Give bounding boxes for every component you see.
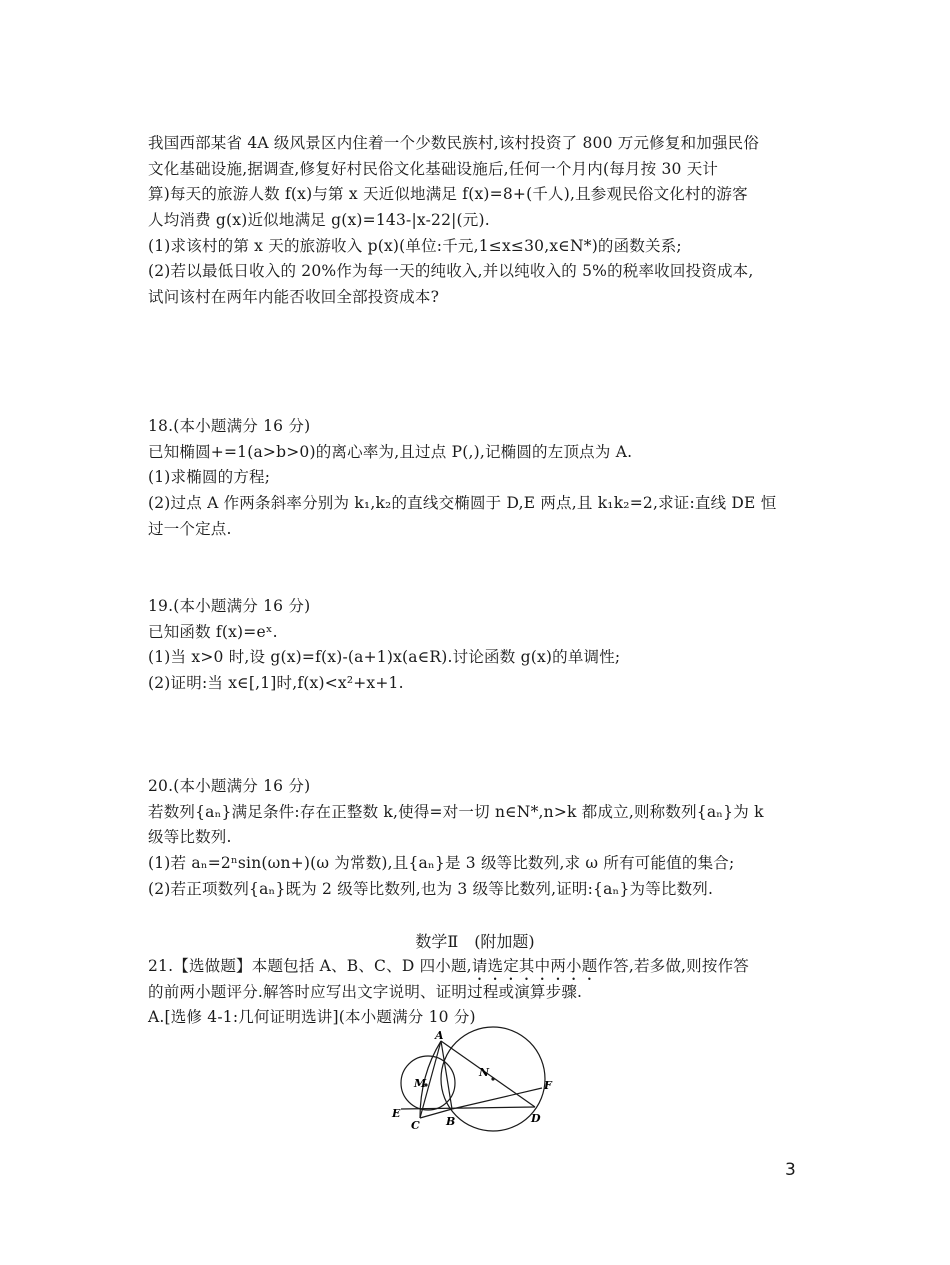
label-f: F xyxy=(544,1079,552,1092)
text-line: 的前两小题评分.解答时应写出文字说明、证明过程或演算步骤. xyxy=(148,982,583,1001)
label-e: E xyxy=(392,1107,401,1120)
segment-bf xyxy=(452,1088,542,1109)
text-line: 文化基础设施,据调查,修复好村民俗文化基础设施后,任何一个月内(每月按 30 天计 xyxy=(148,159,719,178)
text-segment: 21.【选做题】本题包括 A、B、C、D 四小题, xyxy=(148,957,472,975)
text-line: 若数列{aₙ}满足条件:存在正整数 k,使得=对一切 n∈N*,n>k 都成立,则称数列{aₙ}为 k xyxy=(148,802,764,821)
text-line: (2)若正项数列{aₙ}既为 2 级等比数列,也为 3 级等比数列,证明:{aₙ}为等比数列. xyxy=(148,879,714,898)
text-line: (1)当 x>0 时,设 g(x)=f(x)-(a+1)x(a∈R).讨论函数 g(x)的单调性; xyxy=(148,648,621,667)
problem-17-text xyxy=(148,131,808,311)
problem-20 xyxy=(148,774,808,902)
center-n-dot xyxy=(491,1077,494,1080)
label-m: M xyxy=(414,1077,427,1090)
problem-heading: 20.(本小题满分 16 分) xyxy=(148,777,311,795)
problem-heading: 19.(本小题满分 16 分) xyxy=(148,597,311,615)
text-line: A.[选修 4-1:几何证明选讲](本小题满分 10 分) xyxy=(148,1008,476,1027)
label-n: N xyxy=(479,1066,490,1079)
text-segment: 作答,若多做,则按作答 xyxy=(597,957,749,975)
text-line: 我国西部某省 4A 级风景区内住着一个少数民族村,该村投资了 800 万元修复和加强民俗 xyxy=(148,134,760,152)
emphasized-text: 请选定其中两小题 xyxy=(471,957,598,975)
text-line: 过一个定点. xyxy=(148,519,232,538)
label-a: A xyxy=(435,1029,444,1042)
text-line: (2)过点 A 作两条斜率分别为 k₁,k₂的直线交椭圆于 D,E 两点,且 k₁k₂=2,求证:直线 DE 恒 xyxy=(148,494,777,513)
text-line: (2)若以最低日收入的 20%作为每一天的纯收入,并以纯收入的 5%的税率收回投资成本, xyxy=(148,262,754,281)
label-b: B xyxy=(446,1115,456,1128)
circle-diagram xyxy=(390,1025,560,1135)
text-line xyxy=(148,954,808,980)
label-d: D xyxy=(531,1112,541,1125)
text-line: (1)求椭圆的方程; xyxy=(148,468,271,487)
text-line: 已知函数 f(x)=eˣ. xyxy=(148,622,278,641)
segment-ed xyxy=(401,1107,535,1109)
page-number: 3 xyxy=(785,1160,796,1180)
section-title: 数学Ⅱ (附加题) xyxy=(415,932,535,951)
problem-heading: 18.(本小题满分 16 分) xyxy=(148,417,311,435)
text-line: 试问该村在两年内能否收回全部投资成本? xyxy=(148,288,440,307)
geometry-figure xyxy=(390,1025,560,1135)
segment-ab xyxy=(441,1041,452,1109)
problem-19 xyxy=(148,594,808,697)
text-line: 级等比数列. xyxy=(148,828,232,847)
text-line: (1)求该村的第 x 天的旅游收入 p(x)(单位:千元,1≤x≤30,x∈N*)的函数关系; xyxy=(148,236,682,255)
label-c: C xyxy=(411,1119,420,1132)
text-line: 人均消费 g(x)近似地满足 g(x)=143-|x-22|(元). xyxy=(148,211,490,230)
problem-21 xyxy=(148,954,808,1031)
text-line: (2)证明:当 x∈[,1]时,f(x)<x²+x+1. xyxy=(148,674,404,693)
problem-18 xyxy=(148,414,808,542)
text-line: 算)每天的旅游人数 f(x)与第 x 天近似地满足 f(x)=8+(千人),且参观民俗文化村的游客 xyxy=(148,185,748,204)
text-line: 已知椭圆+=1(a>b>0)的离心率为,且过点 P(,),记椭圆的左顶点为 A. xyxy=(148,442,633,461)
text-line: (1)若 aₙ=2ⁿsin(ωn+)(ω 为常数),且{aₙ}是 3 级等比数列,求 ω 所有可能值的集合; xyxy=(148,854,735,873)
